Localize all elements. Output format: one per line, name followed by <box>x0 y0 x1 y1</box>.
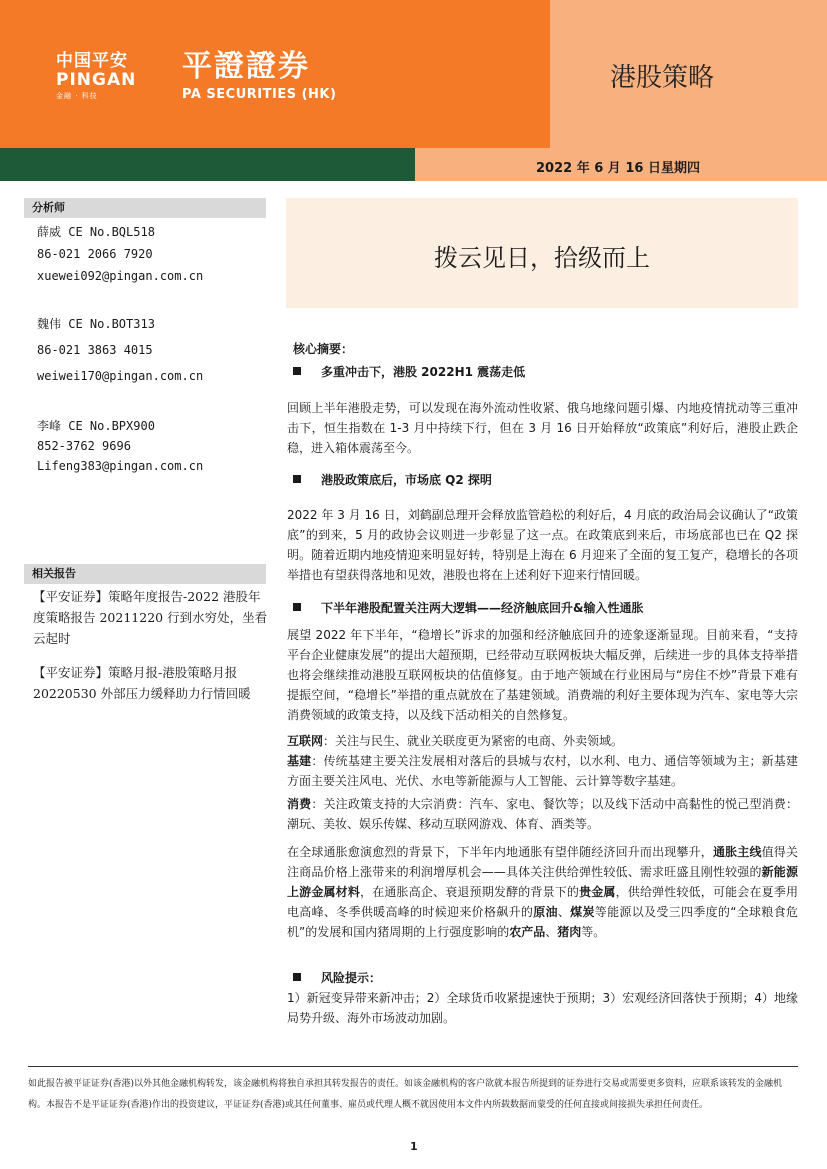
report-date: 2022 年 6 月 16 日星期四 <box>536 161 700 176</box>
section-paragraph: 2022 年 3 月 16 日，刘鹤副总理开会释放监管趋松的利好后，4 月底的政治局会议确认了“政策底”的到来，5 月的政协会议则进一步彰显了这一点。在政策底到来后，市场底部也已在 Q2 探明。随着近期内地疫情迎来明显好转，特别是上海在 6 月迎来了全面的复工复产，稳增长的各项举措也有望获得落地和见效，港股也将在上述利好下迎来行情回暖。 <box>287 508 798 582</box>
report-series: 港股策略 <box>610 63 715 93</box>
sector-internet <box>287 731 798 751</box>
inflation-paragraph <box>287 842 798 942</box>
text-run-bold: 贵金属 <box>579 885 616 899</box>
text-run: 在全球通胀愈演愈烈的背景下，下半年内地通胀有望伴随经济回升而出现攀升， <box>287 845 713 859</box>
text-run-bold: 原油 <box>533 905 558 919</box>
related-report-link[interactable]: 【平安证券】策略月报-港股策略月报 20220530 外部压力缓释助力行情回暖 <box>33 665 251 701</box>
section-paragraph: 展望 2022 年下半年，“稳增长”诉求的加强和经济触底回升的迹象逐渐显现。目前来看，“支持平台企业健康发展”的提出大超预期，已经带动互联网板块大幅反弹，后续进一步的具体支持举措也将会继续推动港股互联网板块的估值修复。由于地产领域在行业困局与“房住不炒”背景下难有提振空间，“稳增长”举措的重点就放在了基建领域。消费端的利好主要体现为汽车、家电等大宗消费领域的政策支持，以及线下活动相关的自然修复。 <box>287 628 798 722</box>
text-run: 等能源以及受三四季度的“全球粮食危机”的发展和国内猪周期的上行强度影响的 <box>287 905 798 939</box>
square-bullet-icon <box>293 603 301 611</box>
square-bullet-icon <box>293 973 301 981</box>
related-reports-heading: 相关报告 <box>24 564 266 584</box>
disclaimer: 如此报告被平证证券(香港)以外其他金融机构转发，该金融机构将独自承担其转发报告的责任。如该金融机构的客户欲就本报告所提到的证券进行交易或需要更多资料，应联系该转发的金融机构。本报告不是平证证券(香港)作出的投资建议，平证证券(香港)或其任何董事、雇员或代理人概不就因使用本文件内所载数据而蒙受的任何直接或间接损失承担任何责任。 <box>28 1079 783 1110</box>
risk-paragraph: 1）新冠变异带来新冲击；2）全球货币收紧提速快于预期；3）宏观经济回落快于预期；4）地缘局势升级、海外市场波动加剧。 <box>287 991 798 1025</box>
section-heading <box>293 599 643 616</box>
sector-infrastructure <box>287 751 798 791</box>
analyst-block <box>37 316 203 384</box>
square-bullet-icon <box>293 367 301 375</box>
risk-heading <box>293 969 381 986</box>
core-summary-heading: 核心摘要： <box>293 342 354 356</box>
section-heading-text: 多重冲击下，港股 2022H1 震荡走低 <box>321 365 526 379</box>
text-run: ，供给弹性较低，可能会在夏季用电高峰、冬季供暖高峰的时候迎来价格飙升的 <box>287 885 798 919</box>
section-heading-text: 下半年港股配置关注两大逻辑——经济触底回升&输入性通胀 <box>321 601 644 615</box>
sector-label: 消费 <box>287 797 312 811</box>
analyst-email[interactable]: xuewei092@pingan.com.cn <box>37 269 204 283</box>
sector-text: ：传统基建主要关注发展相对落后的县城与农村，以水利、电力、通信等领域为主；新基建方面主要关注风电、光伏、水电等新能源与人工智能、云计算等数字基建。 <box>287 754 798 788</box>
section-heading <box>293 471 492 488</box>
related-report-link[interactable]: 【平安证券】策略年度报告-2022 港股年度策略报告 20211220 行到水穷处，坐看云起时 <box>33 589 268 646</box>
square-bullet-icon <box>293 475 301 483</box>
analyst-phone: 852-3762 9696 <box>37 439 131 453</box>
analyst-block <box>37 418 203 474</box>
pa-securities-logo-en: PA SECURITIES (HK) <box>182 87 337 102</box>
analyst-name-ce: 薛威 CE No.BQL518 <box>37 225 155 239</box>
text-run: 、 <box>557 905 571 919</box>
sector-text: ：关注与民生、就业关联度更为紧密的电商、外卖领域。 <box>323 734 624 748</box>
text-run-bold: 新能源上游金属材料 <box>287 865 798 899</box>
text-run-bold: 农产品 <box>509 925 546 939</box>
pingan-logo <box>56 51 148 111</box>
analyst-heading: 分析师 <box>24 198 266 218</box>
title-box <box>286 198 798 308</box>
section-heading-text: 港股政策底后，市场底 Q2 探明 <box>321 473 492 487</box>
section-paragraph: 回顾上半年港股走势，可以发现在海外流动性收紧、俄乌地缘问题引爆、内地疫情扰动等三重冲击下，恒生指数在 1-3 月中持续下行，但在 3 月 16 日开始释放“政策底”利好后，港股止跌企稳，进入箱体震荡至今。 <box>287 401 798 455</box>
text-run: 、 <box>545 925 558 939</box>
text-run-bold: 猪肉 <box>557 925 582 939</box>
report-title: 拨云见日，拾级而上 <box>434 244 650 272</box>
sector-text: ：关注政策支持的大宗消费：汽车、家电、餐饮等；以及线下活动中高黏性的悦己型消费：潮玩、美妆、娱乐传媒、移动互联网游戏、体育、酒类等。 <box>287 797 798 831</box>
text-run-bold: 通胀主线 <box>712 845 762 859</box>
text-run: 等。 <box>581 925 606 939</box>
pingan-logo-en: PINGAN <box>56 70 137 90</box>
text-run: ，在通胀高企、衰退预期发酵的背景下的 <box>360 885 580 899</box>
analyst-phone: 86-021 2066 7920 <box>37 247 153 261</box>
section-heading-text: 风险提示： <box>321 971 382 985</box>
section-heading <box>293 363 525 380</box>
analyst-name-ce: 魏伟 CE No.BOT313 <box>37 317 155 331</box>
analyst-block <box>37 224 203 284</box>
analyst-email[interactable]: weiwei170@pingan.com.cn <box>37 369 204 383</box>
text-run-bold: 煤炭 <box>570 905 595 919</box>
text-run: 值得关注商品价格上涨带来的利润增厚机会——具体关注供给弹性较低、需求旺盛且刚性较强的 <box>287 845 798 879</box>
pingan-logo-cn: 中国平安 <box>56 51 128 71</box>
page-number: 1 <box>410 1140 418 1153</box>
sector-label: 互联网 <box>287 734 324 748</box>
footer-divider <box>28 1066 798 1067</box>
sector-label: 基建 <box>287 754 312 768</box>
pa-securities-logo <box>182 50 336 102</box>
pingan-logo-sub: 金融 · 科技 <box>56 92 98 100</box>
pa-securities-logo-cn: 平證證券 <box>182 49 310 84</box>
analyst-phone: 86-021 3863 4015 <box>37 343 153 357</box>
analyst-email[interactable]: Lifeng383@pingan.com.cn <box>37 459 204 473</box>
sector-consumption <box>287 794 798 834</box>
analyst-name-ce: 李峰 CE No.BPX900 <box>37 419 155 433</box>
